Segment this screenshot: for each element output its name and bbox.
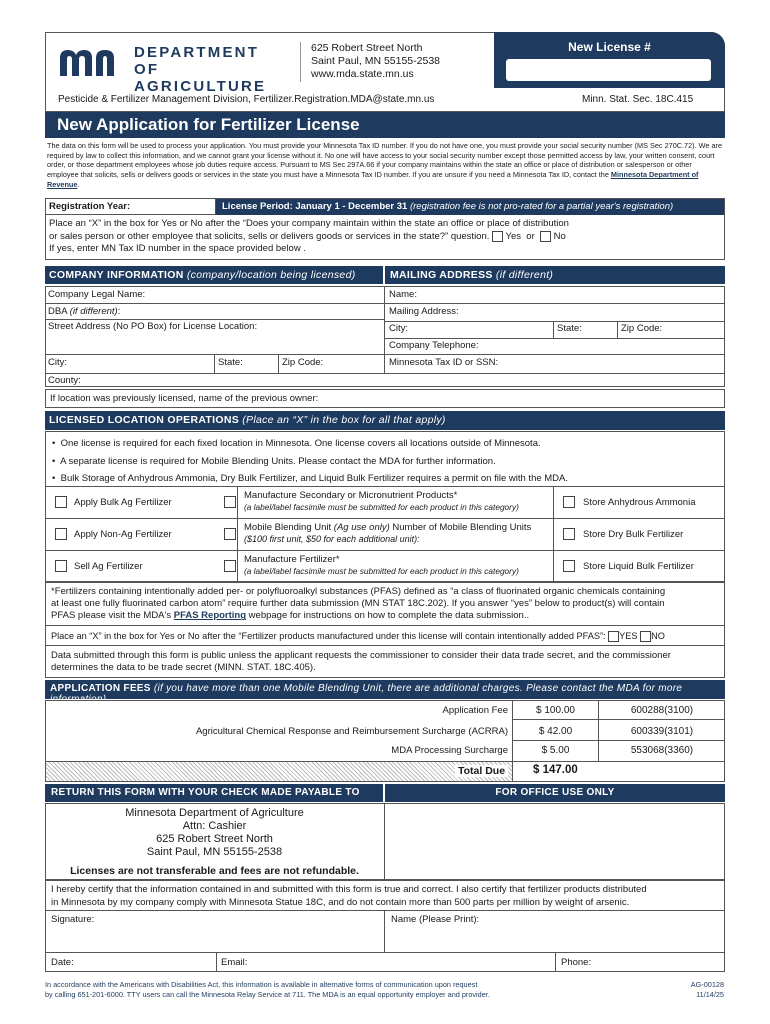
- pfas-yes-label: YES: [619, 631, 638, 641]
- divider: [385, 338, 725, 339]
- secondary-checkbox[interactable]: [224, 496, 236, 508]
- secondary-option: [244, 490, 519, 513]
- secondary-note: (a label/label facsimile must be submitted for each product in this category): [244, 501, 519, 512]
- total-due-amount: $ 147.00: [533, 764, 578, 776]
- public-line1: Data submitted through this form is public unless the applicant requests the commissioner to consider their data trade secret, and the commissioner: [51, 650, 671, 661]
- divider: [385, 354, 725, 355]
- mailing-name-field[interactable]: Name:: [389, 289, 417, 300]
- divider: [45, 550, 725, 551]
- intro-end: .: [77, 179, 80, 189]
- anhydrous-label: Store Anhydrous Ammonia: [583, 497, 696, 508]
- bullet-text: One license is required for each fixed location in Minnesota. One license covers all locations outside of Minnesota.: [60, 438, 541, 449]
- company-city-field[interactable]: City:: [48, 357, 67, 368]
- manufacture-checkbox[interactable]: [224, 560, 236, 572]
- bullet-item: • One license is required for each fixed location in Minnesota. One license covers all locations outside of Minnesota.: [52, 438, 541, 449]
- tax-question: [49, 218, 569, 256]
- footer-line1: In accordance with the Americans with Disabilities Act, this information is available in alternative forms of communication upon request: [45, 980, 478, 989]
- registration-year-label: Registration Year:: [49, 201, 131, 212]
- pfas-reporting-link[interactable]: PFAS Reporting: [173, 610, 247, 622]
- divider: [45, 319, 384, 320]
- dry-bulk-label: Store Dry Bulk Fertilizer: [583, 529, 684, 540]
- nonag-label: Apply Non-Ag Fertilizer: [74, 529, 172, 540]
- divider: [45, 910, 725, 911]
- statute-ref: Minn. Stat. Sec. 18C.415: [582, 94, 694, 105]
- pfas-no-label: NO: [651, 631, 665, 641]
- signature-field[interactable]: Signature:: [51, 914, 95, 925]
- divider: [553, 486, 554, 582]
- nonag-checkbox[interactable]: [55, 528, 67, 540]
- sell-ag-label: Sell Ag Fertilizer: [74, 561, 143, 572]
- intro-text: The data on this form will be used to process your application. You must provide your Minnesota Tax ID number. If you do not have one, you must provide your social security number (MS Sec 270C.72). We are required by law to collect this information, and we cannot grant your license without it. No one will have access to your social security number except those permitted access by law, your written consent, court order, or those department employees whose job duties require access. Pursuant to MS Sec 297A.66 if your company maintains within the state an office or place of distribution or salesperson or other employee that solicits, sells or delivers goods or services in the state you must have a Minnesota Tax ID number. If you are unsure if you need a Minnesota Tax ID, contact the: [47, 141, 723, 180]
- fee-row-label: Application Fee: [442, 705, 508, 716]
- form-number: [691, 980, 724, 1000]
- company-legal-name-field[interactable]: Company Legal Name:: [48, 289, 146, 300]
- pfas-question: [51, 631, 665, 642]
- pfas-question-text: Place an “X” in the box for Yes or No after the “Fertilizer products manufactured under this license will contain intentionally added PFAS”:: [51, 631, 606, 641]
- footer-line2: by calling 651-201-6000. TTY users can call the Minnesota Relay Service at 711. The MDA is an equal opportunity employer and provider.: [45, 990, 490, 999]
- return-heading: RETURN THIS FORM WITH YOUR CHECK MADE PAYABLE TO: [45, 784, 383, 802]
- intro-paragraph: [47, 141, 723, 190]
- bullet-text: A separate license is required for Mobile Blending Units. Please contact the MDA for further information.: [60, 455, 496, 467]
- previous-owner-label: If location was previously licensed, name of the previous owner:: [50, 393, 319, 404]
- divider: [45, 486, 725, 487]
- registration-year-field[interactable]: [46, 199, 216, 215]
- liquid-bulk-label: Store Liquid Bulk Fertilizer: [583, 561, 694, 572]
- phone-field[interactable]: Phone:: [561, 957, 592, 968]
- bullet-item: • A separate license is required for Mobile Blending Units. Please contact the MDA for further information.: [52, 455, 496, 467]
- address-web: www.mda.state.mn.us: [311, 68, 414, 80]
- mobile-note1: (Ag use only): [333, 522, 390, 533]
- payable-line4: Saint Paul, MN 55155-2538: [146, 846, 283, 858]
- fees-heading-note: (if you have more than one Mobile Blending Unit, there are additional charges. Please contact the MDA for more information): [50, 683, 683, 705]
- tax-question-line3: If yes, enter MN Tax ID number in the space provided below .: [49, 243, 306, 255]
- address-street: 625 Robert Street North: [311, 42, 423, 54]
- divider: [216, 952, 217, 972]
- payable-line1: Minnesota Department of Agriculture: [125, 807, 304, 819]
- divider: [385, 303, 725, 304]
- office-use-heading: FOR OFFICE USE ONLY: [385, 784, 725, 802]
- manufacture-note: (a label/label facsimile must be submitted for each product in this category): [244, 565, 519, 576]
- new-license-number-field[interactable]: [506, 59, 711, 81]
- total-due-label: Total Due: [455, 765, 508, 777]
- pfas-line1: *Fertilizers containing intentionally added per- or polyfluoroalkyl substances (PFAS) defined as “a class of fluorinated organic chemicals containing: [51, 586, 666, 597]
- divider: [237, 486, 238, 582]
- tax-or-label: or: [526, 230, 535, 242]
- tax-question-line2: or sales person or other employee that solicits, sells or delivers goods or services in the state?” question.: [49, 230, 490, 242]
- company-info-heading: [45, 266, 383, 284]
- pfas-line3a: PFAS please visit the MDA's: [51, 610, 174, 622]
- operations-bullets: [52, 435, 568, 488]
- certify-line2: in Minnesota by my company comply with Minnesota Statue 18C, and do not contain more than 500 parts per million by weight of arsenic.: [51, 896, 630, 908]
- pfas-line2: at least one fully fluorinated carbon atom” require further data submission (MN STAT 18C.202). If you answer “yes” below to product(s) will contain: [51, 598, 665, 610]
- manufacture-label: Manufacture Fertilizer*: [244, 554, 340, 565]
- tax-yes-checkbox[interactable]: [492, 231, 503, 242]
- anhydrous-checkbox[interactable]: [563, 496, 575, 508]
- divider: [45, 645, 725, 646]
- county-field[interactable]: County:: [48, 375, 81, 386]
- divider: [45, 373, 725, 374]
- grid-divider: [384, 286, 385, 373]
- divider: [512, 719, 725, 720]
- mailing-heading: [385, 266, 725, 284]
- operations-heading-note: (Place an “X” in the box for all that apply): [242, 414, 446, 426]
- bullet-item: • Bulk Storage of Anhydrous Ammonia, Dry Bulk Fertilizer, and Liquid Bulk Fertilizer requires a permit on file with the MDA.: [52, 473, 569, 484]
- divider: [45, 303, 384, 304]
- mailing-zip-field[interactable]: Zip Code:: [621, 323, 663, 334]
- pfas-yes-checkbox[interactable]: [608, 631, 619, 642]
- divider: [45, 952, 725, 953]
- fee-row-label: MDA Processing Surcharge: [391, 745, 508, 756]
- divider: [385, 321, 725, 322]
- fees-heading: [45, 680, 725, 705]
- mailing-heading-text: MAILING ADDRESS: [390, 269, 493, 281]
- pfas-line3b: webpage for instructions on how to complete the data submission..: [246, 610, 530, 622]
- ada-footer: [45, 980, 490, 1000]
- tax-id-field[interactable]: Minnesota Tax ID or SSN:: [389, 357, 499, 368]
- bulk-ag-checkbox[interactable]: [55, 496, 67, 508]
- payable-line2: Attn: Cashier: [182, 820, 247, 832]
- tax-no-checkbox[interactable]: [540, 231, 551, 242]
- mobile-option: [244, 522, 531, 545]
- mailing-city-field[interactable]: City:: [389, 323, 408, 334]
- divider: [384, 803, 385, 880]
- division-line: Pesticide & Fertilizer Management Division, Fertilizer.Registration.MDA@state.mn.us: [58, 94, 435, 105]
- dba-field[interactable]: [45, 306, 120, 317]
- license-period-bar: [216, 199, 724, 215]
- registration-box: [45, 198, 725, 260]
- sell-ag-checkbox[interactable]: [55, 560, 67, 572]
- dry-bulk-checkbox[interactable]: [563, 528, 575, 540]
- hatched-area: [46, 762, 512, 781]
- mailing-address-field[interactable]: Mailing Address:: [389, 306, 459, 317]
- company-heading-text: COMPANY INFORMATION: [49, 269, 184, 281]
- mobile-rest: Number of Mobile Blending Units: [389, 522, 532, 533]
- divider: [384, 910, 385, 952]
- tax-no-label: No: [553, 230, 566, 242]
- pfas-paragraph: [51, 586, 665, 623]
- bulk-ag-label: Apply Bulk Ag Fertilizer: [74, 497, 172, 508]
- fee-row-code: 600339(3101): [630, 726, 694, 737]
- license-period-note: (registration fee is not pro-rated for a partial year's registration): [407, 201, 674, 212]
- operations-heading-text: LICENSED LOCATION OPERATIONS: [49, 414, 240, 426]
- address-city: Saint Paul, MN 55155-2538: [311, 55, 440, 67]
- tax-yes-label: Yes: [505, 230, 521, 242]
- fee-row-label: Agricultural Chemical Response and Reimbursement Surcharge (ACRRA): [195, 726, 508, 737]
- mailing-state-field[interactable]: State:: [557, 323, 582, 334]
- date-field[interactable]: Date:: [51, 957, 74, 968]
- fee-row-amount: $ 5.00: [541, 745, 570, 756]
- fee-row-code: 600288(3100): [630, 705, 694, 716]
- new-license-label: New License #: [568, 40, 651, 54]
- page-title: New Application for Fertilizer License: [45, 112, 725, 138]
- bullet-text: Bulk Storage of Anhydrous Ammonia, Dry Bulk Fertilizer, and Liquid Bulk Fertilizer requires a permit on file with the MDA.: [60, 473, 569, 484]
- nontransfer-note: Licenses are not transferable and fees are not refundable.: [70, 865, 359, 877]
- fee-row-code: 553068(3360): [630, 745, 694, 756]
- company-state-field[interactable]: State:: [218, 357, 243, 368]
- fees-heading-text: APPLICATION FEES: [50, 683, 151, 694]
- payable-address: [45, 807, 384, 859]
- tax-question-line1: Place an “X” in the box for Yes or No after the “Does your company maintain within the state an office or place of distribution: [49, 218, 569, 229]
- previous-owner-field[interactable]: [45, 389, 725, 408]
- email-field[interactable]: Email:: [221, 957, 248, 968]
- manufacture-option: [244, 554, 519, 577]
- divider: [45, 518, 725, 519]
- new-license-box: [494, 32, 725, 88]
- company-telephone-field[interactable]: Company Telephone:: [389, 340, 479, 351]
- public-line2: determines the data to be trade secret (MINN. STAT. 18C.405).: [51, 662, 316, 674]
- mobile-checkbox[interactable]: [224, 528, 236, 540]
- company-zip-field[interactable]: Zip Code:: [282, 357, 324, 368]
- certify-text: [51, 884, 647, 909]
- public-data-note: [51, 650, 671, 674]
- logo-line2: AGRICULTURE: [134, 78, 267, 95]
- logo-line1: DEPARTMENT OF: [134, 44, 260, 78]
- dba-note: (if different): [69, 306, 118, 317]
- secondary-label: Manufacture Secondary or Micronutrient Products*: [244, 490, 458, 501]
- agency-address: [300, 42, 440, 82]
- address-grid: [45, 286, 725, 387]
- pfas-no-checkbox[interactable]: [640, 631, 651, 642]
- mn-logo-icon: [58, 46, 126, 76]
- certify-line1: I hereby certify that the information contained in and submitted with this form is true and correct. I also certify that fertilizer products distributed: [51, 884, 647, 895]
- mobile-label: Mobile Blending Unit: [244, 522, 332, 533]
- mobile-note2: ($100 first unit, $50 for each additional unit):: [244, 533, 420, 544]
- liquid-bulk-checkbox[interactable]: [563, 560, 575, 572]
- divider: [45, 625, 725, 626]
- fee-row-amount: $ 100.00: [536, 705, 575, 716]
- divider: [512, 740, 725, 741]
- company-heading-note: (company/location being licensed): [186, 269, 356, 281]
- mda-logo: [58, 44, 288, 95]
- operations-heading: [45, 411, 725, 430]
- print-name-field[interactable]: Name (Please Print):: [391, 914, 480, 925]
- divider: [555, 952, 556, 972]
- license-period: License Period: January 1 - December 31: [222, 201, 408, 212]
- payable-line3: 625 Robert Street North: [156, 833, 273, 845]
- dba-colon: :: [117, 306, 121, 317]
- mailing-heading-note: (if different): [495, 269, 554, 281]
- revenue-link[interactable]: Minnesota Department of Revenue: [47, 170, 699, 189]
- form-number-code: AG-00128: [690, 980, 724, 989]
- dba-label: DBA: [48, 306, 68, 317]
- fee-row-amount: $ 42.00: [538, 726, 573, 737]
- street-address-field[interactable]: Street Address (No PO Box) for License Location:: [48, 321, 258, 332]
- form-number-date: 11/14/25: [696, 990, 724, 999]
